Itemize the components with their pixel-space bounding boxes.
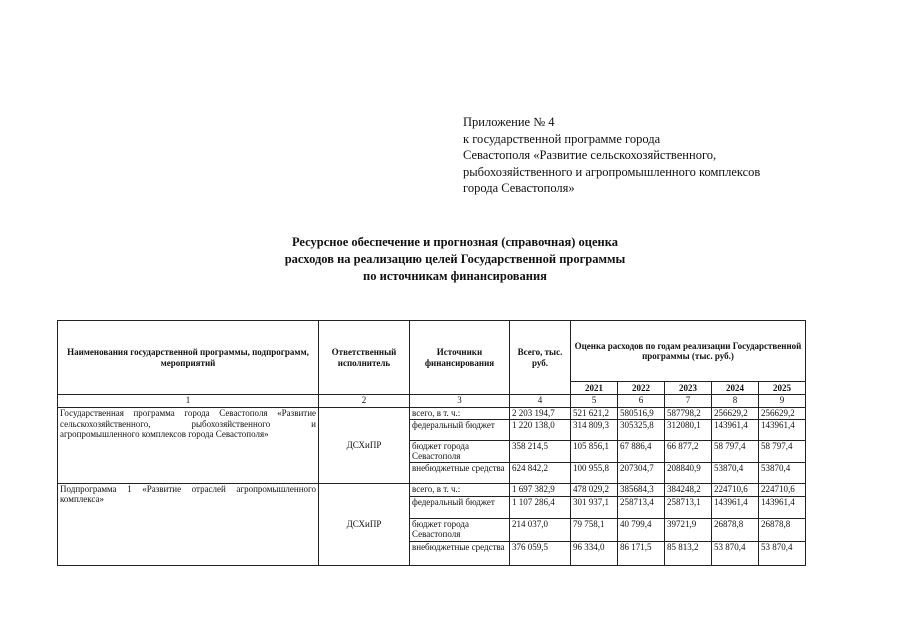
- year-value-cell: 100 955,8: [571, 462, 618, 483]
- source-cell: бюджет города Севастополя: [410, 440, 510, 462]
- appendix-line: Приложение № 4: [463, 115, 555, 129]
- year-value-cell: 66 877,2: [665, 440, 712, 462]
- source-cell: федеральный бюджет: [410, 419, 510, 440]
- source-cell: всего, в т. ч.:: [410, 408, 510, 420]
- source-cell: федеральный бюджет: [410, 496, 510, 518]
- appendix-line: города Севастополя»: [463, 181, 575, 196]
- total-cell: 1 107 286,4: [510, 496, 571, 518]
- year-value-cell: 58 797,4: [759, 440, 806, 462]
- year-value-cell: 86 171,5: [618, 541, 665, 565]
- year-value-cell: 40 799,4: [618, 518, 665, 541]
- appendix-line: рыбохозяйственного и агропромышленного комплексов: [463, 164, 761, 179]
- year-value-cell: 143961,4: [759, 419, 806, 440]
- year-value-cell: 143961,4: [759, 496, 806, 518]
- year-value-cell: 384248,2: [665, 483, 712, 496]
- table-row: [58, 408, 806, 420]
- year-value-cell: 258713,1: [665, 496, 712, 518]
- header-year: 2021: [571, 382, 618, 395]
- column-number: 9: [759, 395, 806, 408]
- program-name-cell: Подпрограмма 1 «Развитие отраслей агропромышленного комплекса»: [58, 483, 319, 565]
- year-value-cell: 305325,8: [618, 419, 665, 440]
- appendix-line: Севастополя «Развитие сельскохозяйственного,: [463, 148, 717, 163]
- total-cell: 2 203 194,7: [510, 408, 571, 420]
- total-cell: 1 220 138,0: [510, 419, 571, 440]
- year-value-cell: 208840,9: [665, 462, 712, 483]
- column-number: 5: [571, 395, 618, 408]
- header-executor: Ответственный исполнитель: [319, 321, 410, 395]
- appendix-line: к государственной программе города: [463, 131, 661, 146]
- total-cell: 214 037,0: [510, 518, 571, 541]
- table-row: [58, 483, 806, 496]
- source-cell: всего, в т. ч.:: [410, 483, 510, 496]
- header-estimate: Оценка расходов по годам реализации Государственной программы (тыс. руб.): [571, 321, 806, 382]
- year-value-cell: 53 870,4: [759, 541, 806, 565]
- column-number: 3: [410, 395, 510, 408]
- year-value-cell: 26878,8: [712, 518, 759, 541]
- column-number-row: [58, 395, 806, 408]
- header-year: 2024: [712, 382, 759, 395]
- year-value-cell: 312080,1: [665, 419, 712, 440]
- source-cell: бюджет города Севастополя: [410, 518, 510, 541]
- year-value-cell: 67 886,4: [618, 440, 665, 462]
- column-number: 7: [665, 395, 712, 408]
- executor-cell: ДСХиПР: [319, 483, 410, 565]
- year-value-cell: 96 334,0: [571, 541, 618, 565]
- year-value-cell: 85 813,2: [665, 541, 712, 565]
- header-total: Всего, тыс. руб.: [510, 321, 571, 395]
- year-value-cell: 314 809,3: [571, 419, 618, 440]
- total-cell: 624 842,2: [510, 462, 571, 483]
- header-year: 2022: [618, 382, 665, 395]
- year-value-cell: 521 621,2: [571, 408, 618, 420]
- total-cell: 376 059,5: [510, 541, 571, 565]
- year-value-cell: 53870,4: [712, 462, 759, 483]
- year-value-cell: 58 797,4: [712, 440, 759, 462]
- funding-table: [57, 320, 806, 566]
- total-cell: 1 697 382,9: [510, 483, 571, 496]
- year-value-cell: 79 758,1: [571, 518, 618, 541]
- year-value-cell: 256629,2: [712, 408, 759, 420]
- year-value-cell: 143961,4: [712, 419, 759, 440]
- header-year: 2025: [759, 382, 806, 395]
- year-value-cell: 53 870,4: [712, 541, 759, 565]
- year-value-cell: 53870,4: [759, 462, 806, 483]
- appendix-block: [463, 114, 863, 197]
- year-value-cell: 143961,4: [712, 496, 759, 518]
- year-value-cell: 587798,2: [665, 408, 712, 420]
- title-line: по источникам финансирования: [363, 269, 547, 283]
- column-number: 2: [319, 395, 410, 408]
- year-value-cell: 478 029,2: [571, 483, 618, 496]
- total-cell: 358 214,5: [510, 440, 571, 462]
- year-value-cell: 224710,6: [759, 483, 806, 496]
- executor-cell: ДСХиПР: [319, 408, 410, 484]
- year-value-cell: 105 856,1: [571, 440, 618, 462]
- header-year: 2023: [665, 382, 712, 395]
- year-value-cell: 256629,2: [759, 408, 806, 420]
- year-value-cell: 207304,7: [618, 462, 665, 483]
- header-name: Наименования государственной программы, подпрограмм, мероприятий: [58, 321, 319, 395]
- year-value-cell: 385684,3: [618, 483, 665, 496]
- title-line: расходов на реализацию целей Государственной программы: [284, 252, 626, 266]
- source-cell: внебюджетные средства: [410, 541, 510, 565]
- year-value-cell: 26878,8: [759, 518, 806, 541]
- column-number: 8: [712, 395, 759, 408]
- column-number: 6: [618, 395, 665, 408]
- year-value-cell: 39721,9: [665, 518, 712, 541]
- source-cell: внебюджетные средства: [410, 462, 510, 483]
- year-value-cell: 301 937,1: [571, 496, 618, 518]
- document-title: [200, 234, 710, 285]
- header-sources: Источники финансирования: [410, 321, 510, 395]
- year-value-cell: 258713,4: [618, 496, 665, 518]
- program-name-cell: Государственная программа города Севастополя «Развитие сельскохозяйственного, рыбохозяйственного и агропромышленного комплексов города Севастополя»: [58, 408, 319, 484]
- title-line: Ресурсное обеспечение и прогнозная (справочная) оценка: [291, 235, 619, 249]
- column-number: 4: [510, 395, 571, 408]
- year-value-cell: 580516,9: [618, 408, 665, 420]
- year-value-cell: 224710,6: [712, 483, 759, 496]
- column-number: 1: [58, 395, 319, 408]
